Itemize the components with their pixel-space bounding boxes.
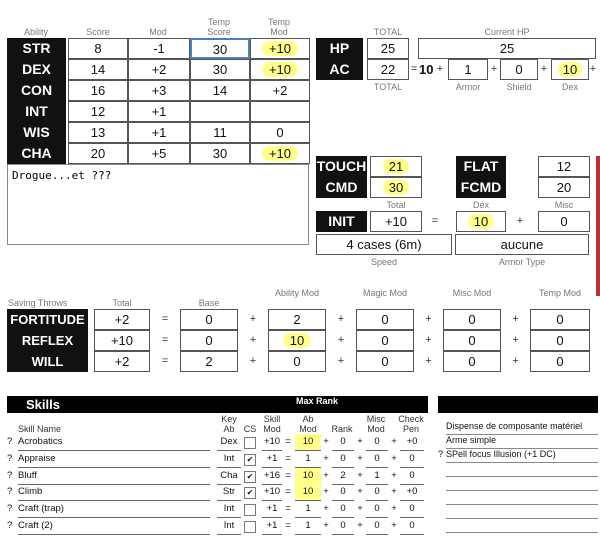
reflex-misc-value: 0 [468, 333, 476, 348]
cmd-label: CMD [316, 177, 367, 198]
skill-plus-3: + [391, 452, 397, 464]
skill-help-icon[interactable]: ? [7, 452, 13, 464]
con-label: CON [7, 80, 66, 101]
saves-magic-header: Magic Mod [362, 288, 407, 298]
dex-label: DEX [7, 59, 66, 80]
reflex-temp-value: 0 [556, 333, 564, 348]
str-label: STR [7, 38, 66, 59]
ability-header: Ability [23, 27, 48, 37]
saves-misc-header: Misc Mod [452, 288, 492, 298]
feat-help-icon[interactable] [438, 433, 446, 448]
armor-type-value[interactable]: aucune [455, 234, 589, 255]
fortitude-magic[interactable] [356, 309, 414, 330]
touch-number: 21 [383, 159, 409, 174]
cmd-number: 30 [383, 180, 409, 195]
skill-plus-3: + [391, 486, 397, 498]
current-hp-header: Current HP [484, 27, 530, 37]
skill-row [0, 501, 432, 517]
skill-name: Appraise [18, 451, 210, 468]
skill-plus-3: + [391, 520, 397, 531]
str-mod[interactable]: -1 [128, 38, 190, 59]
ac-plus-3: + [540, 63, 548, 75]
reflex-op-0: = [161, 334, 169, 346]
rank-header: Rank [331, 424, 353, 434]
hp-total-header: TOTAL [373, 27, 403, 37]
reflex-base[interactable] [180, 330, 238, 351]
skill-eq: = [285, 436, 291, 447]
skill-mod: +10 [262, 434, 282, 451]
max-rank-label: Max Rank [296, 396, 339, 406]
reflex-total-value: +10 [110, 333, 134, 348]
str-score[interactable]: 8 [68, 38, 128, 59]
init-dex[interactable] [456, 211, 506, 232]
reflex-op-1: + [249, 334, 257, 346]
reflex-ability-value: 10 [283, 333, 311, 348]
skill-row [0, 468, 432, 484]
flat-value[interactable]: 12 [538, 156, 590, 177]
will-misc[interactable] [443, 351, 501, 372]
skill-help-icon[interactable]: ? [7, 503, 13, 515]
fortitude-misc-value: 0 [468, 312, 476, 327]
dex-mod[interactable]: +2 [128, 59, 190, 80]
will-op-0: = [161, 355, 169, 367]
skill-rank[interactable]: 0 [332, 518, 354, 535]
skill-name: Climb [18, 484, 210, 501]
ab-mod-header: Ab Mod [299, 414, 317, 434]
skill-ab-mod: 10 [295, 484, 321, 501]
fortitude-ability[interactable] [268, 309, 326, 330]
skill-plus-1: + [323, 452, 329, 464]
int-temp-mod-value [273, 104, 287, 119]
wis-temp-mod-value: 0 [276, 125, 284, 140]
skill-misc[interactable]: 0 [366, 434, 388, 451]
skill-mod: +1 [262, 501, 282, 518]
skill-plus-1: + [323, 436, 329, 447]
skill-key-ab: Cha [217, 468, 241, 485]
skill-eq: = [285, 503, 291, 515]
skill-cs-checkbox[interactable]: ✔ [244, 487, 256, 499]
skill-key-ab: Dex [217, 434, 241, 451]
will-magic[interactable] [356, 351, 414, 372]
skill-key-ab: Str [217, 484, 241, 501]
speed-label: Speed [370, 257, 398, 267]
reflex-op-4: + [512, 334, 519, 346]
skill-misc[interactable]: 1 [366, 468, 388, 485]
speed-value[interactable]: 4 cases (6m) [316, 234, 452, 255]
skill-check-pen: 0 [400, 468, 424, 485]
fortitude-magic-value: 0 [381, 312, 389, 327]
fcmd-value[interactable]: 20 [538, 177, 590, 198]
skill-key-ab: Int [217, 518, 241, 535]
will-base-value: 2 [205, 354, 213, 369]
skill-plus-1: + [323, 520, 329, 531]
skill-eq: = [285, 469, 291, 481]
reflex-label: REFLEX [7, 330, 88, 351]
skill-misc[interactable]: 0 [366, 501, 388, 518]
feat-item[interactable]: SPell focus Illusion (+1 DC) [446, 447, 598, 463]
skill-check-pen: 0 [400, 451, 424, 468]
cs-header: CS [243, 424, 257, 434]
fortitude-temp-value: 0 [556, 312, 564, 327]
skill-eq: = [285, 452, 291, 464]
armor-type-label: Armor Type [498, 257, 546, 267]
fortitude-op-3: + [425, 313, 432, 325]
flat-label: FLAT [456, 156, 506, 177]
int-temp-mod[interactable] [250, 101, 310, 122]
ac-dex-label: Dex [561, 82, 578, 92]
skill-rank[interactable]: 0 [332, 501, 354, 518]
skill-rank[interactable]: 0 [332, 484, 354, 501]
skill-plus-1: + [323, 469, 329, 481]
will-base[interactable] [180, 351, 238, 372]
skill-ab-mod: 1 [295, 501, 321, 518]
fortitude-temp[interactable] [530, 309, 590, 330]
dex-score[interactable]: 14 [68, 59, 128, 80]
skill-help-icon[interactable]: ? [7, 486, 13, 498]
will-op-1: + [249, 355, 257, 367]
will-magic-value: 0 [381, 354, 389, 369]
con-temp-mod-value: +2 [272, 83, 288, 98]
con-score[interactable]: 16 [68, 80, 128, 101]
skill-plus-3: + [391, 469, 397, 481]
ac-base: 10 [419, 62, 434, 77]
skill-plus-2: + [357, 469, 363, 481]
wis-temp-mod[interactable] [250, 122, 310, 143]
feat-help-icon[interactable] [438, 461, 446, 476]
skill-ab-mod: 1 [295, 451, 321, 468]
skill-plus-2: + [357, 436, 363, 447]
skill-name: Acrobatics [18, 434, 210, 451]
skill-plus-2: + [357, 503, 363, 515]
feat-item[interactable]: Dispense de composante matériel [446, 419, 598, 435]
fortitude-op-4: + [512, 313, 519, 325]
skill-eq: = [285, 486, 291, 498]
current-hp[interactable]: 25 [418, 38, 596, 59]
init-dex-number: 10 [468, 214, 494, 229]
skill-eq: = [285, 520, 291, 531]
skill-mod: +1 [262, 518, 282, 535]
ac-armor-label: Armor [455, 82, 481, 92]
int-mod[interactable]: +1 [128, 101, 190, 122]
fortitude-op-0: = [161, 313, 169, 325]
skill-name: Bluff [18, 468, 210, 485]
fortitude-label: FORTITUDE [7, 309, 88, 330]
hp-total[interactable]: 25 [367, 38, 409, 59]
ac-eq: = [410, 63, 418, 75]
wis-temp-score[interactable]: 11 [190, 122, 250, 143]
will-total[interactable] [94, 351, 150, 372]
page-edge-decoration [596, 156, 600, 296]
touch-value[interactable] [370, 156, 422, 177]
feat-item[interactable] [446, 517, 598, 533]
skill-rank[interactable]: 0 [332, 451, 354, 468]
init-total[interactable]: +10 [370, 211, 422, 232]
skill-ab-mod: 10 [295, 434, 321, 451]
cha-temp-score[interactable]: 30 [190, 143, 250, 164]
skill-cs-checkbox[interactable]: ✔ [244, 454, 256, 466]
skill-help-icon[interactable]: ? [7, 520, 13, 531]
ac-plus-4: + [589, 63, 597, 75]
skill-rank[interactable]: 2 [332, 468, 354, 485]
fcmd-label: FCMD [456, 177, 506, 198]
skill-mod: +10 [262, 484, 282, 501]
skill-ab-mod: 10 [295, 468, 321, 485]
temp-score-header: Temp Score [207, 17, 231, 37]
dex-temp-score[interactable]: 30 [190, 59, 250, 80]
skill-help-icon[interactable]: ? [7, 469, 13, 481]
skill-plus-3: + [391, 503, 397, 515]
fortitude-base-value: 0 [205, 312, 213, 327]
score-header: Score [86, 27, 110, 37]
feat-help-icon[interactable] [438, 503, 446, 518]
str-temp-mod-value: +10 [262, 41, 298, 56]
wis-label: WIS [7, 122, 66, 143]
feat-help-icon[interactable] [438, 475, 446, 490]
skill-plus-3: + [391, 436, 397, 447]
skill-plus-1: + [323, 486, 329, 498]
cha-score[interactable]: 20 [68, 143, 128, 164]
feat-help-icon[interactable]: ? [438, 449, 444, 459]
int-label: INT [7, 101, 66, 122]
skill-cs-checkbox[interactable]: ✔ [244, 471, 256, 483]
ac-armor[interactable]: 1 [448, 59, 488, 80]
reflex-op-3: + [425, 334, 432, 346]
ac-dex[interactable] [551, 59, 589, 80]
skill-help-icon[interactable]: ? [7, 436, 13, 447]
skill-row [0, 451, 432, 467]
dex-temp-mod[interactable] [250, 59, 310, 80]
skill-cs-checkbox[interactable] [244, 437, 256, 449]
wis-mod[interactable]: +1 [128, 122, 190, 143]
str-temp-mod[interactable] [250, 38, 310, 59]
fortitude-total[interactable] [94, 309, 150, 330]
int-score[interactable]: 12 [68, 101, 128, 122]
fortitude-op-1: + [249, 313, 257, 325]
notes-textarea[interactable] [7, 164, 309, 245]
wis-score[interactable]: 13 [68, 122, 128, 143]
str-temp-score[interactable]: 30 [190, 38, 250, 59]
skill-misc[interactable]: 0 [366, 518, 388, 535]
ac-label: AC [316, 59, 363, 80]
will-misc-value: 0 [468, 354, 476, 369]
saves-header: Saving Throws [8, 298, 68, 308]
ac-plus-2: + [490, 63, 498, 75]
con-temp-mod[interactable] [250, 80, 310, 101]
ac-total-label: TOTAL [373, 82, 403, 92]
init-label: INIT [316, 211, 367, 232]
check-pen-header: Check Pen [398, 414, 424, 434]
will-temp[interactable] [530, 351, 590, 372]
skill-name: Craft (2) [18, 518, 210, 535]
feat-help-icon[interactable] [438, 419, 446, 434]
feats-header-bar [438, 396, 598, 413]
skill-mod: +16 [262, 468, 282, 485]
init-total-label: Total [386, 200, 406, 210]
saves-ability-header: Ability Mod [274, 288, 319, 298]
fortitude-misc[interactable] [443, 309, 501, 330]
reflex-magic-value: 0 [381, 333, 389, 348]
skill-check-pen: 0 [400, 518, 424, 535]
ac-dex-value: 10 [558, 62, 582, 77]
skill-cs-checkbox[interactable] [244, 521, 256, 533]
ac-shield[interactable]: 0 [500, 59, 538, 80]
ac-shield-label: Shield [506, 82, 532, 92]
skill-cs-checkbox[interactable] [244, 504, 256, 516]
will-ability[interactable] [268, 351, 326, 372]
touch-label: TOUCH [316, 156, 367, 177]
cha-mod[interactable]: +5 [128, 143, 190, 164]
init-misc[interactable]: 0 [538, 211, 590, 232]
will-ability-value: 0 [293, 354, 301, 369]
skill-name-header: Skill Name [18, 424, 62, 434]
cha-temp-mod-value: +10 [262, 146, 298, 161]
mod-header: Mod [149, 27, 167, 37]
skill-mod-header: Skill Mod [263, 414, 281, 434]
skill-misc[interactable]: 0 [366, 484, 388, 501]
skill-check-pen: +0 [400, 484, 424, 501]
skill-misc[interactable]: 0 [366, 451, 388, 468]
saves-total-header: Total [112, 298, 132, 308]
hp-label: HP [316, 38, 363, 59]
int-temp-score[interactable] [190, 101, 250, 122]
fortitude-ability-value: 2 [293, 312, 301, 327]
skill-plus-2: + [357, 520, 363, 531]
feat-item[interactable]: Arme simple [446, 433, 598, 449]
skills-header-bar [7, 396, 428, 413]
skill-ab-mod: 1 [295, 518, 321, 535]
will-temp-value: 0 [556, 354, 564, 369]
skill-check-pen: +0 [400, 434, 424, 451]
init-dex-label: Dex [472, 200, 489, 210]
will-total-value: +2 [114, 354, 130, 369]
skill-key-ab: Int [217, 451, 241, 468]
skill-plus-1: + [323, 503, 329, 515]
con-temp-score[interactable]: 14 [190, 80, 250, 101]
reflex-temp[interactable] [530, 330, 590, 351]
reflex-misc[interactable] [443, 330, 501, 351]
saves-base-header: Base [198, 298, 220, 308]
skill-plus-2: + [357, 452, 363, 464]
cha-temp-mod[interactable] [250, 143, 310, 164]
ac-total[interactable]: 22 [367, 59, 409, 80]
reflex-ability[interactable] [268, 330, 326, 351]
cha-label: CHA [7, 143, 66, 164]
skill-mod: +1 [262, 451, 282, 468]
skill-row [0, 434, 432, 450]
feat-help-icon[interactable] [438, 517, 446, 532]
skill-key-ab: Int [217, 501, 241, 518]
misc-mod-header: Misc Mod [366, 414, 386, 434]
feat-help-icon[interactable] [438, 489, 446, 504]
fortitude-total-value: +2 [114, 312, 130, 327]
fortitude-op-2: + [337, 313, 345, 325]
dex-temp-mod-value: +10 [262, 62, 298, 77]
will-op-3: + [425, 355, 432, 367]
fortitude-base[interactable] [180, 309, 238, 330]
init-plus: + [516, 215, 524, 227]
skill-check-pen: 0 [400, 501, 424, 518]
skill-plus-2: + [357, 486, 363, 498]
skill-row [0, 518, 432, 534]
cmd-value[interactable] [370, 177, 422, 198]
skill-rank[interactable]: 0 [332, 434, 354, 451]
saves-temp-header: Temp Mod [538, 288, 582, 298]
reflex-total[interactable] [94, 330, 150, 351]
reflex-magic[interactable] [356, 330, 414, 351]
init-eq: = [431, 215, 439, 227]
reflex-base-value: 0 [205, 333, 213, 348]
con-mod[interactable]: +3 [128, 80, 190, 101]
ac-plus-1: + [436, 63, 444, 75]
reflex-op-2: + [337, 334, 345, 346]
will-op-4: + [512, 355, 519, 367]
skill-row [0, 484, 432, 500]
skills-title: Skills [26, 397, 60, 412]
key-ab-header: Key Ab [221, 414, 237, 434]
will-op-2: + [337, 355, 345, 367]
temp-mod-header: Temp Mod [267, 17, 290, 37]
skill-name: Craft (trap) [18, 501, 210, 518]
will-label: WILL [7, 351, 88, 372]
init-misc-label: Misc [554, 200, 574, 210]
